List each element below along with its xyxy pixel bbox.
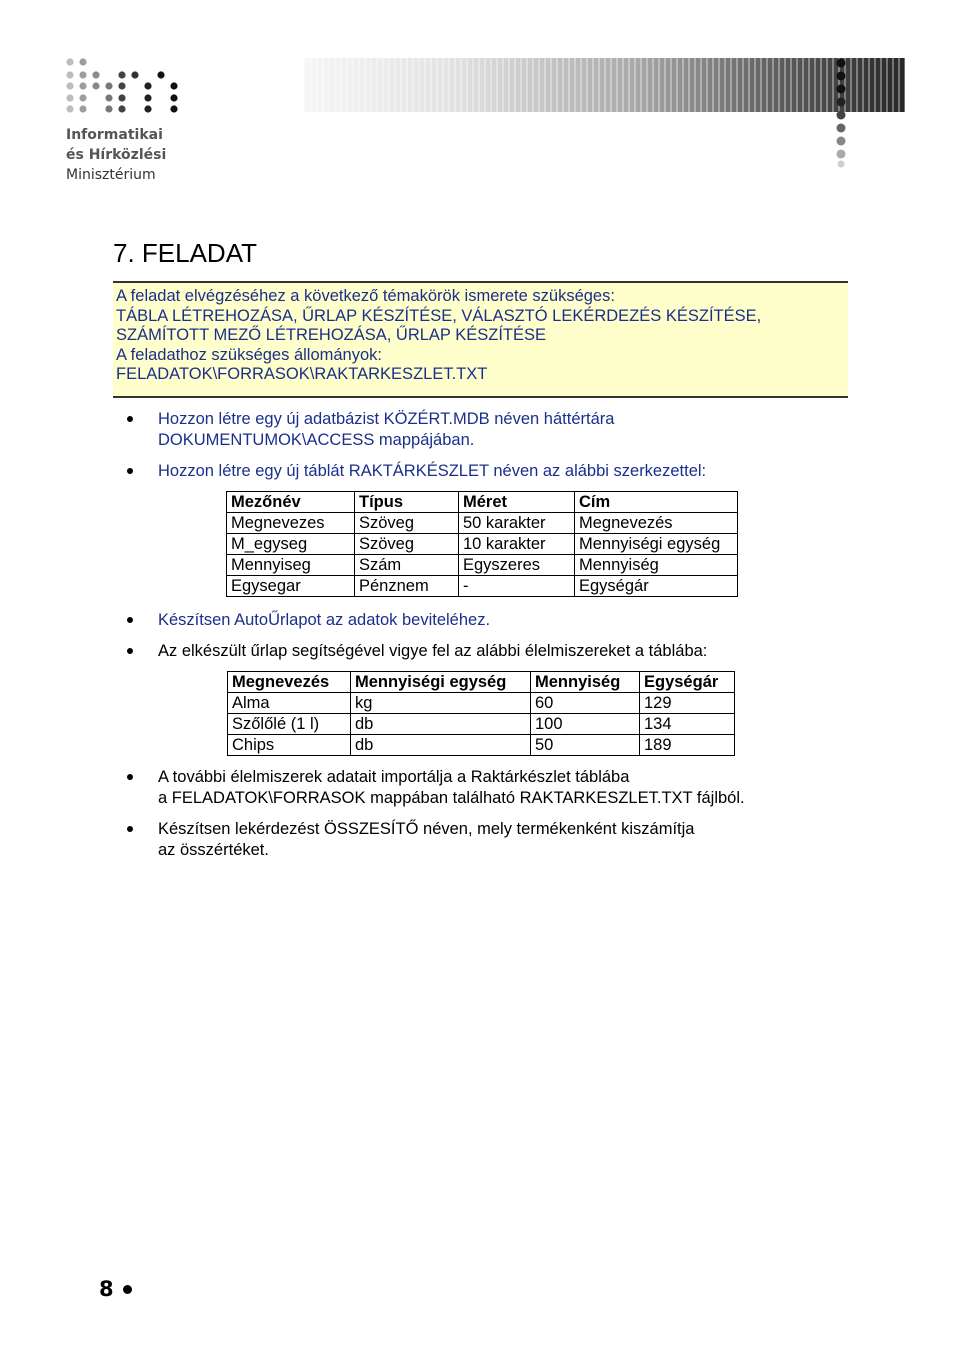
table-header-row bbox=[228, 672, 735, 693]
ministry-name-line2: és Hírközlési bbox=[66, 147, 167, 163]
table-cell: 129 bbox=[640, 693, 735, 714]
page-dot-icon bbox=[123, 1285, 132, 1294]
table-header-cell: Mezőnév bbox=[231, 493, 301, 511]
table-cell: - bbox=[459, 576, 575, 597]
page-number: 8 bbox=[99, 1277, 114, 1301]
table-header-cell: Megnevezés bbox=[228, 672, 351, 693]
table-cell: Mennyiseg bbox=[227, 555, 355, 576]
ministry-logo-icon bbox=[66, 58, 178, 114]
task-import-line2: a FELADATOK\FORRASOK mappában található RAKTARKESZLET.TXT fájlból. bbox=[158, 789, 745, 807]
table-cell: Pénznem bbox=[355, 576, 459, 597]
task-enter-data-text: Az elkészült űrlap segítségével vigye fel az alábbi élelmiszereket a táblába: bbox=[158, 642, 708, 660]
prerequisites-intro: A feladat elvégzéséhez a következő témakörök ismerete szükséges: bbox=[116, 287, 615, 305]
table-cell: Egysegar bbox=[227, 576, 355, 597]
task-import-line1: A további élelmiszerek adatait importálja a Raktárkészlet táblába bbox=[158, 768, 630, 786]
table-cell: 50 karakter bbox=[459, 513, 575, 534]
table-cell: Szöveg bbox=[355, 534, 459, 555]
task-create-database-line2: DOKUMENTUMOK\ACCESS mappájában. bbox=[158, 431, 475, 449]
table-cell: Chips bbox=[228, 735, 351, 756]
table-cell: Mennyiségi egység bbox=[575, 534, 738, 555]
task-enter-data bbox=[158, 641, 707, 662]
ministry-name-line3: Minisztérium bbox=[66, 167, 156, 183]
table-cell: kg bbox=[351, 693, 531, 714]
table-food-items bbox=[227, 671, 735, 756]
task-create-table bbox=[158, 461, 706, 482]
task-autoform-text: Készítsen AutoŰrlapot az adatok beviteléhez. bbox=[158, 611, 491, 629]
required-files-label: A feladathoz szükséges állományok: bbox=[116, 345, 382, 364]
task-create-table-text: Hozzon létre egy új táblát RAKTÁRKÉSZLET néven az alábbi szerkezettel: bbox=[158, 462, 707, 480]
table-row bbox=[227, 555, 738, 576]
table-cell: Megnevezés bbox=[575, 513, 738, 534]
table-row bbox=[227, 534, 738, 555]
ministry-name-line1: Informatikai bbox=[66, 127, 163, 143]
table-cell: Mennyiség bbox=[575, 555, 738, 576]
table-row bbox=[228, 735, 735, 756]
table-header-cell: Típus bbox=[355, 492, 459, 513]
task-autoform bbox=[158, 610, 490, 631]
table-header-cell: Mennyiség bbox=[531, 672, 640, 693]
table-structure bbox=[226, 491, 738, 597]
table-cell: Egységár bbox=[575, 576, 738, 597]
table-header-cell: Méret bbox=[459, 492, 575, 513]
prerequisites-topics-2: SZÁMÍTOTT MEZŐ LÉTREHOZÁSA, ŰRLAP KÉSZÍTÉSE bbox=[116, 326, 546, 344]
table-header-row bbox=[227, 492, 738, 513]
header-gradient-band bbox=[304, 58, 905, 112]
table-cell: M_egyseg bbox=[227, 534, 355, 555]
table-cell: Alma bbox=[228, 693, 351, 714]
table-cell: 60 bbox=[531, 693, 640, 714]
table-row bbox=[228, 714, 735, 735]
required-files-path: FELADATOK\FORRASOK\RAKTARKESZLET.TXT bbox=[116, 365, 488, 383]
table-cell: 100 bbox=[531, 714, 640, 735]
table-cell: db bbox=[351, 735, 531, 756]
prerequisites-box bbox=[113, 283, 848, 398]
table-header-cell: Egységár bbox=[640, 672, 735, 693]
task-summary-query bbox=[158, 819, 694, 861]
table-header-cell: Cím bbox=[575, 492, 738, 513]
table-cell: 10 karakter bbox=[459, 534, 575, 555]
vertical-dots-icon bbox=[834, 58, 848, 168]
table-cell: 50 bbox=[531, 735, 640, 756]
task-summary-query-line2: az összértéket. bbox=[158, 841, 269, 859]
table-cell: db bbox=[351, 714, 531, 735]
table-cell: Szám bbox=[355, 555, 459, 576]
task-create-database-line1: Hozzon létre egy új adatbázist KÖZÉRT.MDB néven háttértára bbox=[158, 410, 615, 428]
prerequisites-topics-1: TÁBLA LÉTREHOZÁSA, ŰRLAP KÉSZÍTÉSE, VÁLASZTÓ LEKÉRDEZÉS KÉSZÍTÉSE, bbox=[116, 306, 762, 325]
table-row bbox=[227, 576, 738, 597]
table-cell: Szöveg bbox=[355, 513, 459, 534]
table-row bbox=[227, 513, 738, 534]
task-summary-query-line1: Készítsen lekérdezést ÖSSZESÍTŐ néven, mely termékenként kiszámítja bbox=[158, 820, 695, 838]
table-cell: 134 bbox=[640, 714, 735, 735]
page-title: 7. FELADAT bbox=[113, 238, 258, 268]
ministry-name bbox=[66, 125, 166, 185]
table-header-cell: Mennyiségi egység bbox=[351, 672, 531, 693]
table-row bbox=[228, 693, 735, 714]
task-create-database bbox=[158, 409, 614, 451]
table-cell: Egyszeres bbox=[459, 555, 575, 576]
table-cell: Szőlőlé (1 l) bbox=[228, 714, 351, 735]
table-cell: Megnevezes bbox=[227, 513, 355, 534]
table-cell: 189 bbox=[640, 735, 735, 756]
task-import bbox=[158, 767, 745, 809]
